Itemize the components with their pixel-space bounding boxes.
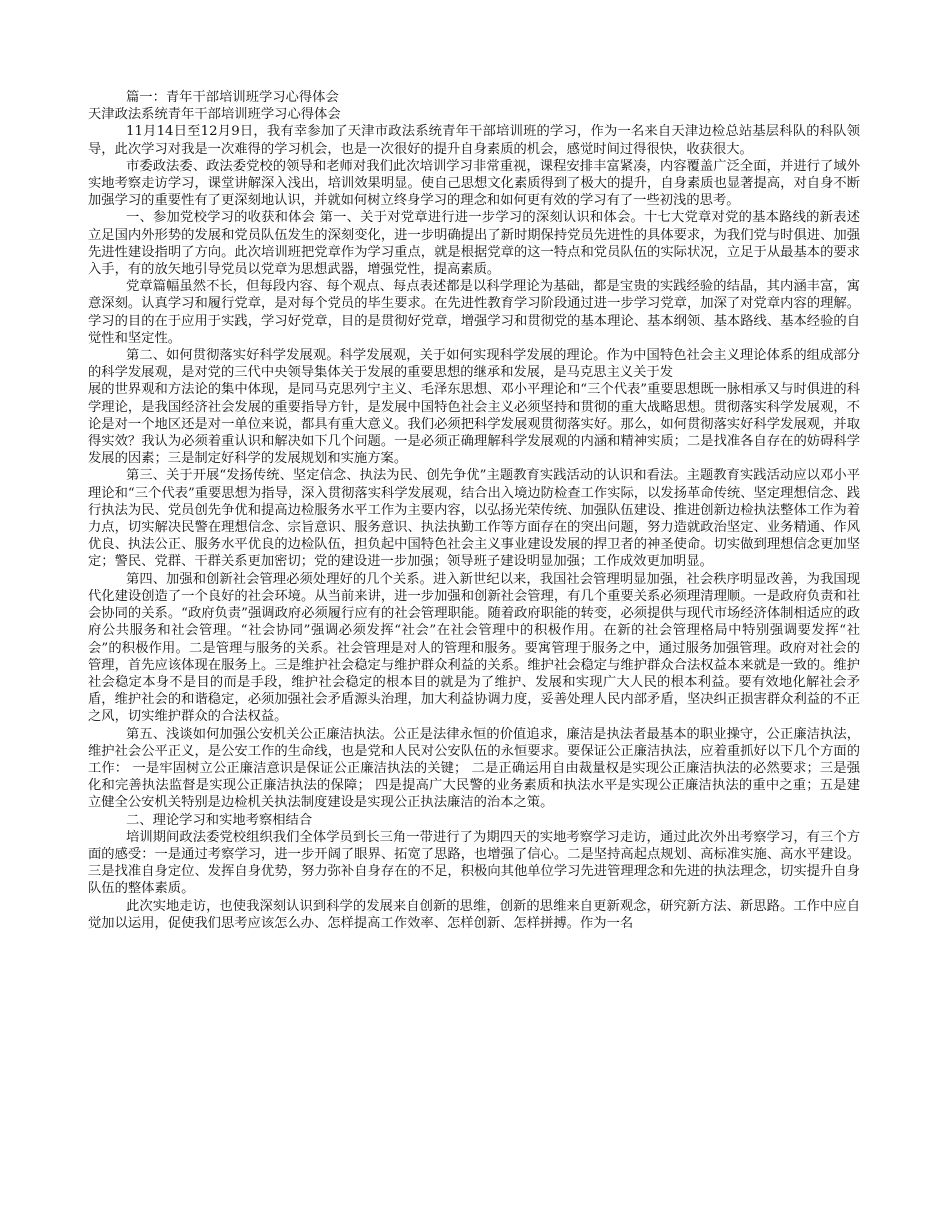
document-page xyxy=(88,89,860,932)
chapter-title: 篇一：青年干部培训班学习心得体会 xyxy=(126,90,339,105)
paragraph: 市委政法委、政法委党校的领导和老师对我们此次培训学习非常重视，课程安排丰富紧凑，内容覆盖广泛全面，并进行了域外实地考察走访学习，课堂讲解深入浅出，培训效果明显。使自己思想文化素质得到了极大的提升，自身素质也显著提高，对自身不断加强学习的重要性有了更深刻地认识，并就如何树立终身学习的理念和如何更有效的学习有了一些初浅的思考。 xyxy=(88,158,860,209)
document-subtitle: 天津政法系统青年干部培训班学习心得体会 xyxy=(88,107,341,123)
paragraph: 第四、加强和创新社会管理必须处理好的几个关系。进入新世纪以来，我国社会管理明显加强，社会秩序明显改善，为我国现代化建设创造了一个良好的社会环境。从当前来讲，进一步加强和创新社会管理，有几个重要关系必须理清理顺。一是政府负责和社会协同的关系。“政府负责”强调政府必须履行应有的社会管理职能。随着政府职能的转变，必须提供与现代市场经济体制相适应的政府公共服务和社会管理。“社会协同”强调必须发挥“社会”在社会管理中的积极作用。在新的社会管理格局中特别强调要发挥“社会”的积极作用。二是管理与服务的关系。社会管理是对人的管理和服务。要寓管理于服务之中，通过服务加强管理。政府对社会的管理，首先应该体现在服务上。三是维护社会稳定与维护群众利益的关系。维护社会稳定与维护群众合法权益本来就是一致的。维护社会稳定本身不是目的而是手段，维护社会稳定的根本目的就是为了维护、发展和实现广大人民的根本利益。要有效地化解社会矛盾，维护社会的和谐稳定，必须加强社会矛盾源头治理，加大利益协调力度，妥善处理人民内部矛盾，坚决纠正损害群众利益的不正之风，切实维护群众的合法权益。 xyxy=(88,571,860,725)
paragraph: 一、参加党校学习的收获和体会 第一、关于对党章进行进一步学习的深刻认识和体会。十七大党章对党的基本路线的新表述立足国内外形势的发展和党员队伍发生的深刻变化，进一步明确提出了新时期保持党员先进性的具体要求，为我们党与时俱进、加强先进性建设指明了方向。此次培训班把党章作为学习重点，就是根据党章的这一特点和党员队伍的实际状况，立足于从最基本的要求入手，有的放矢地引导党员以党章为思想武器，增强党性，提高素质。 xyxy=(88,210,860,278)
paragraph: 第三、关于开展“发扬传统、坚定信念、执法为民、创先争优”主题教育实践活动的认识和看法。主题教育实践活动应以邓小平理论和“三个代表”重要思想为指导，深入贯彻落实科学发展观，结合出入境边防检查工作实际，以发扬革命传统、坚定理想信念、践行执法为民、党员创先争优和提高边检服务水平工作为主要内容，以弘扬光荣传统、加强队伍建设、推进创新边检执法整体工作为着力点，切实解决民警在理想信念、宗旨意识、服务意识、执法执勤工作等方面存在的突出问题，努力造就政治坚定、业务精通、作风优良、执法公正、服务水平优良的边检队伍，担负起中国特色社会主义事业建设发展的捍卫者的神圣使命。切实做到理想信念更加坚定；警民、党群、干群关系更加密切；党的建设进一步加强；领导班子建设明显加强；工作成效更加明显。 xyxy=(88,468,860,570)
paragraph: 展的世界观和方法论的集中体现，是同马克思列宁主义、毛泽东思想、邓小平理论和“三个代表”重要思想既一脉相承又与时俱进的科学理论，是我国经济社会发展的重要指导方针，是发展中国特色社会主义必须坚持和贯彻的重大战略思想。贯彻落实科学发展观，不论是对一个地区还是对一单位来说，都具有重大意义。我们必须把科学发展观贯彻落实好。那么，如何贯彻落实好科学发展观，并取得实效？我认为必须着重认识和解决如下几个问题。一是必须正确理解科学发展观的内涵和精神实质；二是找准各自存在的妨碍科学发展的因素；三是制定好科学的发展规划和实施方案。 xyxy=(88,382,860,467)
section-heading: 二、理论学习和实地考察相结合 xyxy=(126,812,313,828)
paragraph: 第五、浅谈如何加强公安机关公正廉洁执法。公正是法律永恒的价值追求，廉洁是执法者最基本的职业操守，公正廉洁执法，维护社会公平正义，是公安工作的生命线，也是党和人民对公安队伍的永恒要求。要保证公正廉洁执法，应着重抓好以下几个方面的工作： 一是牢固树立公正廉洁意识是保证公正廉洁执法的关键； 二是正确运用自由裁量权是实现公正廉洁执法的必然要求；三是强化和完善执法监督是实现公正廉洁执法的保障； 四是提高广大民警的业务素质和执法水平是实现公正廉洁执法的重中之重；五是建立健全公安机关特别是边检机关执法制度建设是实现公正执法廉洁的治本之策。 xyxy=(88,726,860,811)
paragraph: 第二、如何贯彻落实好科学发展观。科学发展观，关于如何实现科学发展的理论。作为中国特色社会主义理论体系的组成部分的科学发展观，是对党的三代中央领导集体关于发展的重要思想的继承和发展，是马克思主义关于发 xyxy=(88,348,860,381)
paragraph: 此次实地走访，也使我深刻认识到科学的发展来自创新的思维，创新的思维来自更新观念，研究新方法、新思路。工作中应自觉加以运用，促使我们思考应该怎么办、怎样提高工作效率、怎样创新、怎样拼搏。作为一名 xyxy=(88,898,860,931)
paragraph: 培训期间政法委党校组织我们全体学员到长三角一带进行了为期四天的实地考察学习走访，通过此次外出考察学习，有三个方面的感受：一是通过考察学习，进一步开阔了眼界、拓宽了思路，也增强了信心。二是坚持高起点规划、高标准实施、高水平建设。三是找准自身定位、发挥自身优势，努力弥补自身存在的不足，积极向其他单位学习先进管理理念和先进的执法理念，切实提升自身队伍的整体素质。 xyxy=(88,829,860,897)
paragraph: 党章篇幅虽然不长，但每段内容、每个观点、每点表述都是以科学理论为基础，都是宝贵的实践经验的结晶，其内涵丰富，寓意深刻。认真学习和履行党章，是对每个党员的毕生要求。在先进性教育学习阶段通过进一步学习党章，加深了对党章内容的理解。学习的目的在于应用于实践，学习好党章，目的是贯彻好党章，增强学习和贯彻党的基本理论、基本纲领、基本路线、基本经验的自觉性和坚定性。 xyxy=(88,279,860,346)
paragraph: 11月14日至12月9日，我有幸参加了天津市政法系统青年干部培训班的学习，作为一名来自天津边检总站基层科队的科队领导，此次学习对我是一次难得的学习机会，也是一次很好的提升自身素质的机会，感觉时间过得很快，收获很大。 xyxy=(88,124,860,157)
